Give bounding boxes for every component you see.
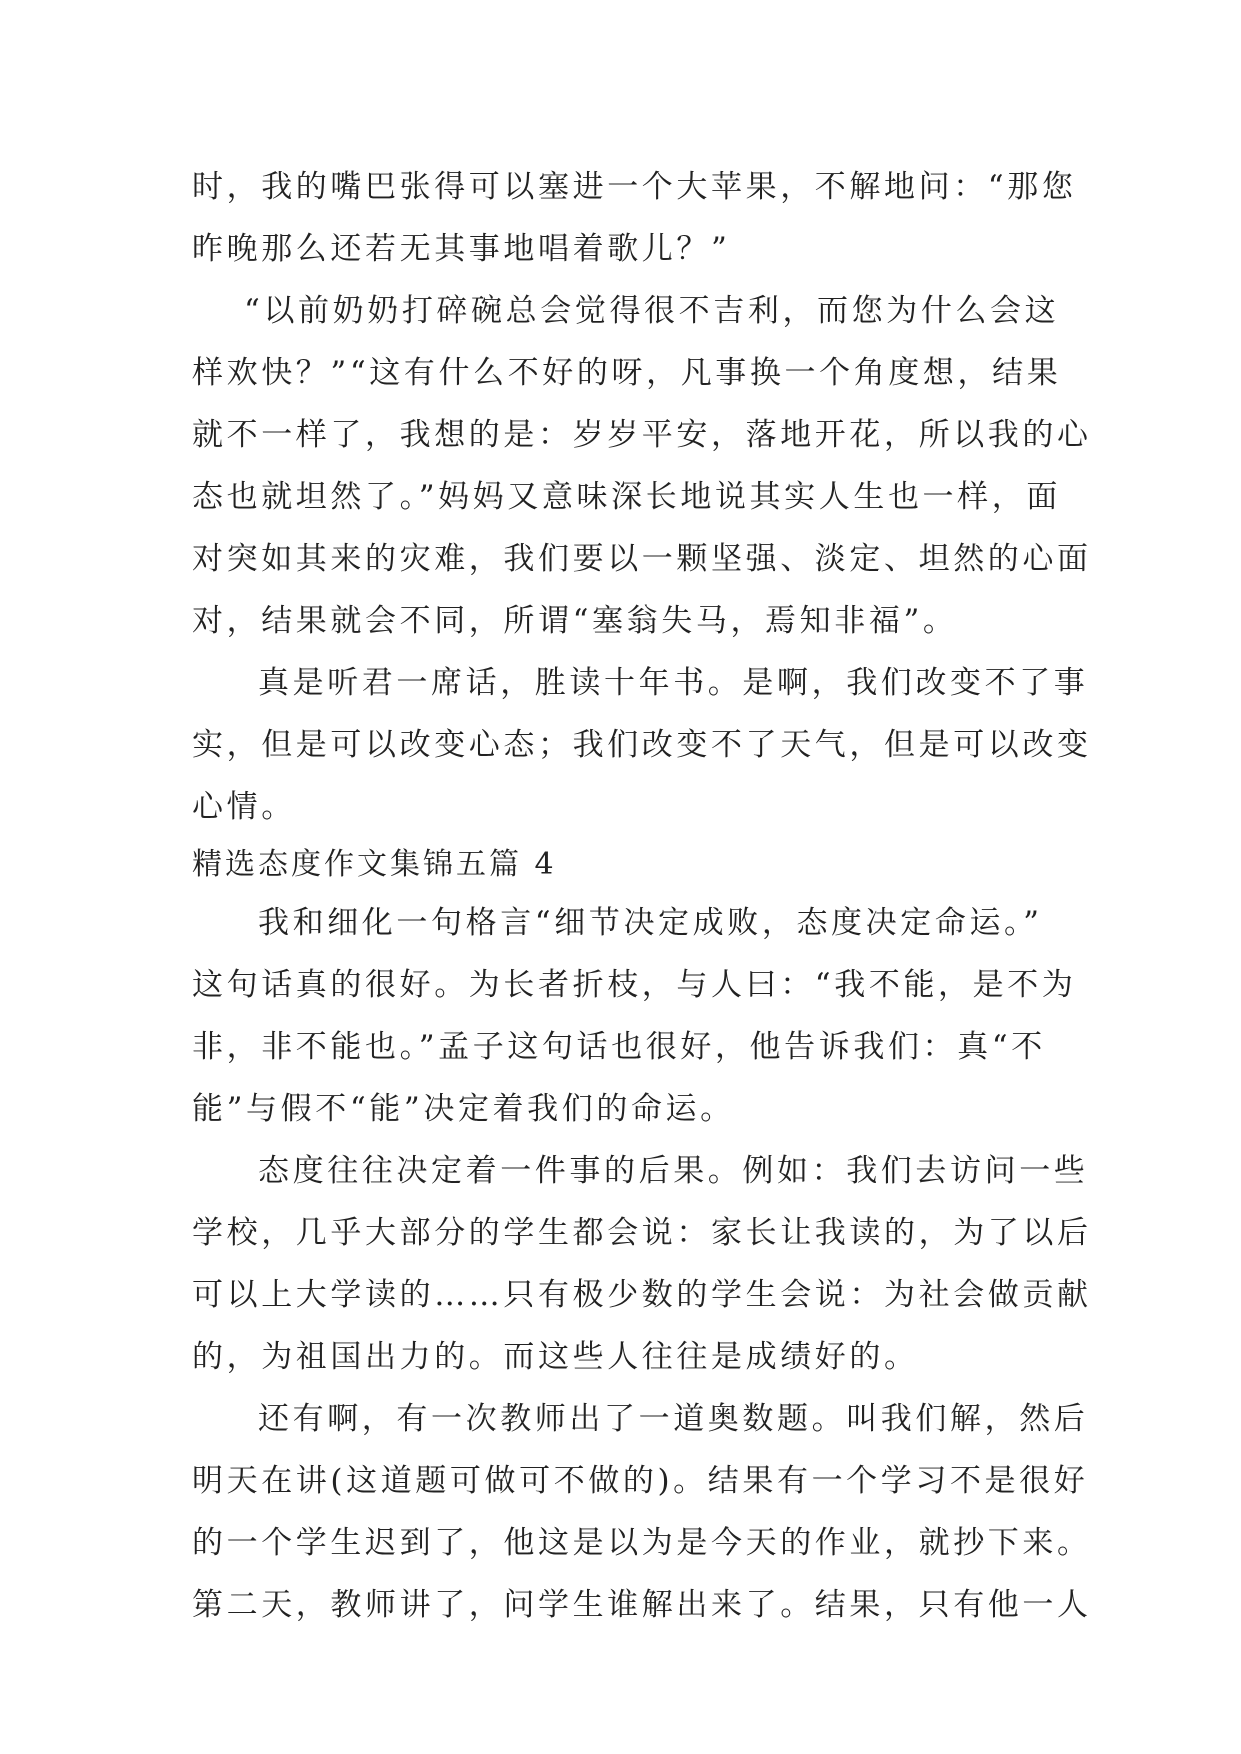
paragraph (192, 280, 1092, 652)
text-line: 对突如其来的灾难，我们要以一颗坚强、淡定、坦然的心面 (192, 541, 1092, 577)
text-line: 非，非不能也。”孟子这句话也很好，他告诉我们：真“不 (192, 1029, 1046, 1065)
section-heading: 精选态度作文集锦五篇 4 (192, 847, 557, 882)
text-line: 能”与假不“能”决定着我们的命运。 (192, 1091, 735, 1127)
text-line: 心情。 (192, 789, 296, 825)
text-line: 可以上大学读的……只有极少数的学生会说：为社会做贡献 (192, 1277, 1092, 1313)
text-line: 第二天，教师讲了，问学生谁解出来了。结果，只有他一人 (192, 1587, 1092, 1623)
paragraph (192, 156, 1077, 280)
text-line: 态也就坦然了。”妈妈又意味深长地说其实人生也一样，面 (192, 479, 1061, 515)
text-line: 对，结果就会不同，所谓“塞翁失马，焉知非福”。 (192, 603, 958, 639)
paragraph (192, 1140, 1092, 1388)
text-line: 的一个学生迟到了，他这是以为是今天的作业，就抄下来。 (192, 1525, 1092, 1561)
document-body (192, 156, 1092, 1636)
text-line: 还有啊，有一次教师出了一道奥数题。叫我们解，然后 (258, 1401, 1089, 1437)
paragraph (192, 892, 1077, 1140)
text-line: 我和细化一句格言“细节决定成败，态度决定命运。” (258, 905, 1043, 941)
text-line: “以前奶奶打碎碗总会觉得很不吉利，而您为什么会这 (244, 293, 1060, 329)
text-line: 样欢快？”“这有什么不好的呀，凡事换一个角度想，结果 (192, 355, 1062, 391)
text-line: 的，为祖国出力的。而这些人往往是成绩好的。 (192, 1339, 919, 1375)
text-line: 时，我的嘴巴张得可以塞进一个大苹果，不解地问：“那您 (192, 169, 1077, 205)
text-line: 这句话真的很好。为长者折枝，与人曰：“我不能，是不为 (192, 967, 1077, 1003)
text-line: 学校，几乎大部分的学生都会说：家长让我读的，为了以后 (192, 1215, 1092, 1251)
text-line: 明天在讲(这道题可做可不做的)。结果有一个学习不是很好 (192, 1463, 1089, 1499)
text-line: 真是听君一席话，胜读十年书。是啊，我们改变不了事 (258, 665, 1089, 701)
text-line: 昨晚那么还若无其事地唱着歌儿？” (192, 231, 731, 267)
text-line: 实，但是可以改变心态；我们改变不了天气，但是可以改变 (192, 727, 1092, 763)
paragraph (192, 1388, 1092, 1636)
paragraph (192, 652, 1092, 838)
text-line: 就不一样了，我想的是：岁岁平安，落地开花，所以我的心 (192, 417, 1092, 453)
text-line: 态度往往决定着一件事的后果。例如：我们去访问一些 (258, 1153, 1089, 1189)
